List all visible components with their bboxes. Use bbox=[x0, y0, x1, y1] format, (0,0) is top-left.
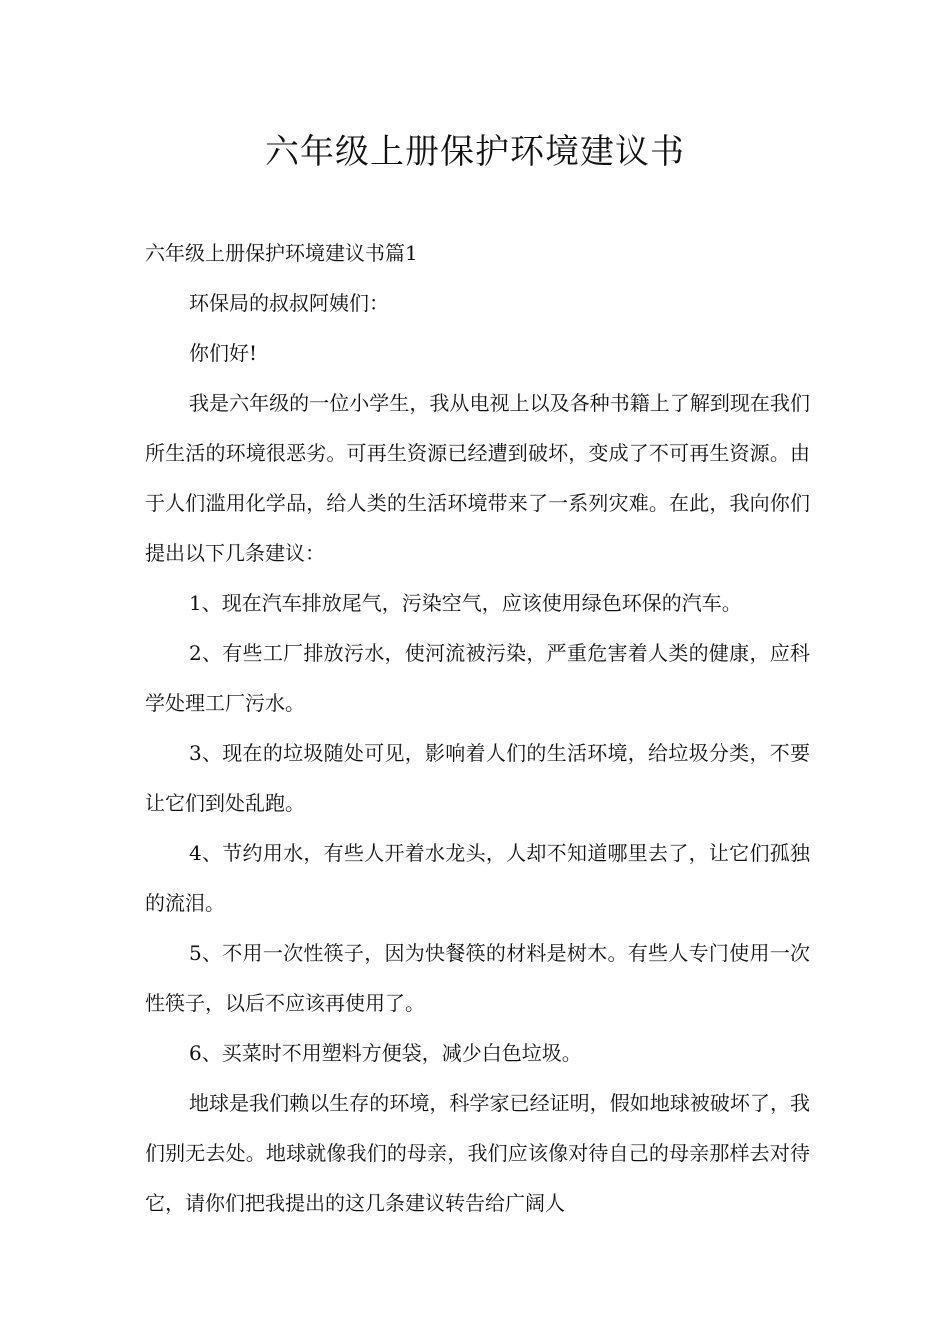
document-title: 六年级上册保护环境建议书 bbox=[265, 132, 685, 172]
section-heading: 六年级上册保护环境建议书篇1 bbox=[145, 241, 418, 265]
suggestion-1: 1、现在汽车排放尾气，污染空气，应该使用绿色环保的汽车。 bbox=[189, 591, 742, 615]
greeting: 你们好! bbox=[189, 341, 258, 365]
suggestion-3: 3、现在的垃圾随处可见，影响着人们的生活环境，给垃圾分类，不要让它们到处乱跑。 bbox=[145, 741, 810, 815]
suggestion-4: 4、节约用水，有些人开着水龙头，人却不知道哪里去了，让它们孤独的流泪。 bbox=[145, 841, 810, 915]
intro-paragraph: 我是六年级的一位小学生，我从电视上以及各种书籍上了解到现在我们所生活的环境很恶劣。可再生资源已经遭到破坏，变成了不可再生资源。由于人们滥用化学品，给人类的生活环境带来了一系列灾难。在此，我向你们提出以下几条建议： bbox=[145, 391, 810, 565]
suggestion-6: 6、买菜时不用塑料方便袋，减少白色垃圾。 bbox=[189, 1041, 582, 1065]
closing-paragraph: 地球是我们赖以生存的环境，科学家已经证明，假如地球被破坏了，我们别无去处。地球就像我们的母亲，我们应该像对待自己的母亲那样去对待它，请你们把我提出的这几条建议转告给广阔人 bbox=[145, 1091, 810, 1215]
document-body bbox=[145, 228, 810, 1228]
suggestion-2: 2、有些工厂排放污水，使河流被污染，严重危害着人类的健康，应科学处理工厂污水。 bbox=[145, 641, 810, 715]
suggestion-5: 5、不用一次性筷子，因为快餐筷的材料是树木。有些人专门使用一次性筷子，以后不应该再使用了。 bbox=[145, 941, 810, 1015]
salutation: 环保局的叔叔阿姨们： bbox=[189, 291, 389, 315]
